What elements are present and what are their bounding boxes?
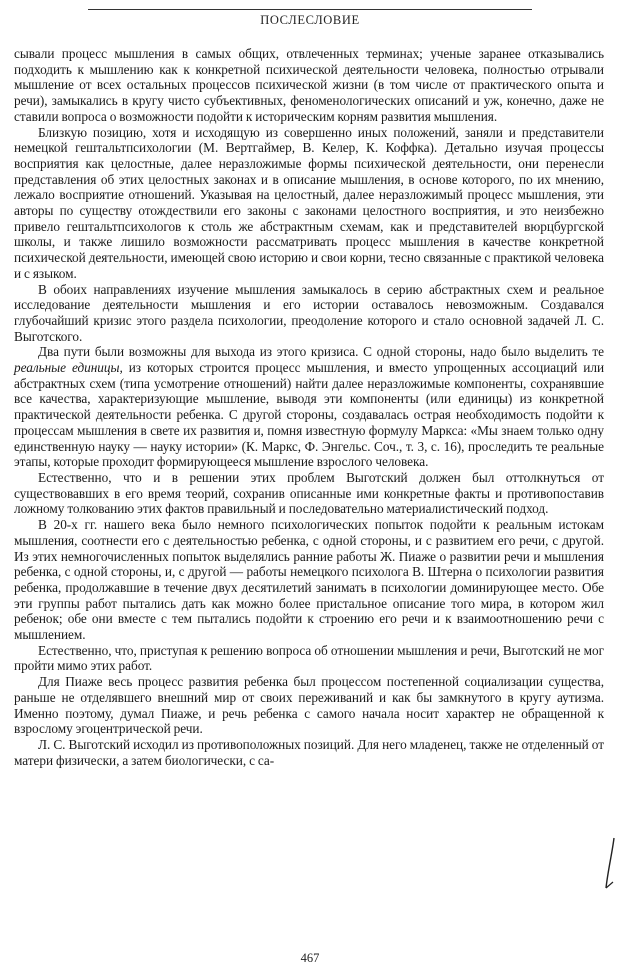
body-text <box>14 46 604 768</box>
paragraph-4-rest: из которых строится процесс мышления, и вместо упрощенных ассоциаций или абстрактных схем (типа усмотрение отношений) найти далее неразложимые компоненты, сохранявшие все качества, характеризующие мышление, выводя эти компоненты (или единицы) из конкретной практической деятельности ребенка. С другой стороны, создавалась острая необходимость подойти к процессам мышления в свете их развития и, помня известную формулу Маркса: «Мы знаем только одну единственную науку — науку истории» (К. Маркс, Ф. Энгельс. Соч., т. 3, с. 16), проследить те реальные этапы, которые проходит формирующееся мышление взрослого человека. <box>14 360 605 470</box>
paragraph-1: сывали процесс мышления в самых общих, отвлеченных терминах; ученые заранее отказывались подходить к мышлению как к конкретной психической деятельности человека, полностью отрывали мышление от всех остальных процессов психической жизни (в том числе от практического опыта и речи), замыкались в кругу чисто субъективных, феноменологических описаний и уж, конечно, даже не ставили вопроса о возможности подойти к историческим корням развития мышления. <box>14 46 604 124</box>
handwritten-margin-stroke <box>602 836 618 896</box>
running-header: ПОСЛЕСЛОВИЕ <box>260 13 360 27</box>
paragraph-3: В обоих направлениях изучение мышления замыкалось в серию абстрактных схем и реальное исследование деятельности мышления и его истории оставалось невозможным. Создавался глубочайший кризис этого раздела психологии, преодоление которого и стало основной задачей Л. С. Выготского. <box>14 281 604 344</box>
paragraph-8: Для Пиаже весь процесс развития ребенка был процессом постепенной социализации существа, раньше не отделявшего внешний мир от своих переживаний и как бы замкнутого в кругу аутизма. Именно поэтому, думал Пиаже, и речь ребенка с самого начала носит характер не обращенной к взрослому эгоцентрической речи. <box>14 674 604 737</box>
emphasis-real-units: реальные единицы, <box>14 360 123 376</box>
page-number: 467 <box>300 951 320 965</box>
paragraph-4-lead: Два пути были возможны для выхода из этого кризиса. С одной стороны, надо было выделить те <box>38 344 604 360</box>
paragraph-4 <box>14 344 604 470</box>
paragraph-6: В 20-х гг. нашего века было немного психологических попыток подойти к реальным истокам мышления, соотнести его с деятельностью ребенка, с одной стороны, и с развитием его речи, с другой. Из этих немногочисленных попыток выделялись ранние работы Ж. Пиаже о развитии речи и мышления ребенка, с одной стороны, и, с другой — работы немецкого психолога В. Штерна о психологии развития ребенка, продолжавшие в течение двух десятилетий занимать в психологии доминирующее место. Обе эти группы работ пытались дать как можно более пристальное описание того мира, в котором жил ребенок; обе они вместе с тем пытались подойти к строению его речи и к взаимоотношению речи с мышлением. <box>14 517 604 643</box>
paragraph-7: Естественно, что, приступая к решению вопроса об отношении мышления и речи, Выготский не мог пройти мимо этих работ. <box>14 642 604 674</box>
paragraph-5: Естественно, что и в решении этих проблем Выготский должен был оттолкнуться от существовавших в его время теорий, сохранив описанные ими конкретные факты и противопоставив ложному толкованию этих фактов правильный и последовательно материалистический подход. <box>14 469 604 517</box>
header-rule <box>88 9 532 10</box>
paragraph-9: Л. С. Выготский исходил из противоположных позиций. Для него младенец, также не отделенный от матери физически, а затем биологически, с са- <box>14 736 604 768</box>
paragraph-2: Близкую позицию, хотя и исходящую из совершенно иных положений, заняли и представители немецкой гештальтпсихологии (М. Вертгаймер, В. Келер, К. Коффка). Детально изучая процессы восприятия как целостные, далее неразложимые формы психической деятельности, они перенесли представления об этих целостных законах и в описание мышления, в основе которого, по их мнению, лежало восприятие отношений. Указывая на целостный, далее неразложимый процесс мышления, эти авторы по существу отождествили его законы с законами целостного восприятия, и это неизбежно привело гештальтпсихологов к столь же абстрактным схемам, как и представителей вюрцбургской школы, и также лишило возможности рассматривать процесс мышления в качестве конкретной психической деятельности, имеющей свою историю и свои корни, тесно связанные с практикой человека и с языком. <box>14 124 604 281</box>
